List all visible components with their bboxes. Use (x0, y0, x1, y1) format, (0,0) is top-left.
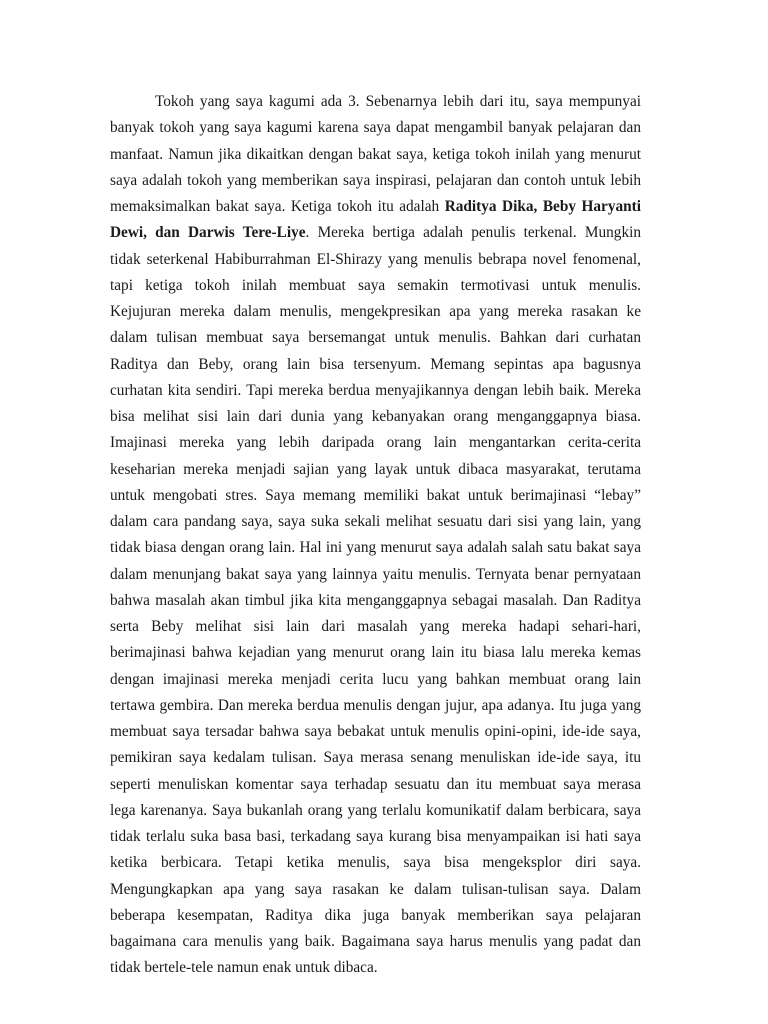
line-text: ketika berbicara. Tetapi ketika menulis, saya bisa mengeksplor diri saya. (110, 854, 641, 872)
line-text: bagaimana cara menulis yang baik. Bagaimana saya harus menulis yang padat dan (110, 933, 641, 950)
text-line (110, 535, 641, 561)
text-line (110, 352, 641, 378)
text-line (110, 588, 641, 614)
line-text: tidak seterkenal Habiburrahman El-Shirazy yang menulis bebrapa novel fenomenal, (110, 250, 641, 268)
text-line (110, 955, 641, 981)
line-text: Raditya dan Beby, orang lain bisa tersenyum. Memang sepintas apa bagusnya (110, 355, 641, 373)
line-text: curhatan kita sendiri. Tapi mereka berdua menyajikannya dengan lebih baik. Mereka (110, 381, 641, 399)
text-line (155, 89, 641, 115)
line-text: seperti menuliskan komentar saya terhadap sesuatu dan itu membuat saya merasa (110, 775, 641, 793)
line-text: untuk mengobati stres. Saya memang memiliki bakat untuk berimajinasi “lebay” (110, 486, 641, 504)
line-text: serta Beby melihat sisi lain dari masalah yang mereka hadapi sehari-hari, (110, 618, 641, 635)
line-text: banyak tokoh yang saya kagumi karena saya dapat mengambil banyak pelajaran dan (110, 119, 641, 137)
line-text: Mengungkapkan apa yang saya rasakan ke dalam tulisan-tulisan saya. Dalam (110, 880, 641, 898)
line-text: Imajinasi mereka yang lebih daripada orang lain mengantarkan cerita-cerita (110, 434, 641, 452)
text-line (110, 404, 641, 430)
line-text: dengan imajinasi mereka menjadi cerita lucu yang bahkan membuat orang lain (110, 670, 641, 688)
text-line (110, 719, 641, 745)
text-line (110, 220, 641, 246)
text-line (110, 378, 641, 404)
line-text: Kejujuran mereka dalam menulis, mengekpresikan apa yang mereka rasakan ke (110, 303, 641, 320)
text-line (110, 430, 641, 456)
line-text: manfaat. Namun jika dikaitkan dengan bakat saya, ketiga tokoh inilah yang menurut (110, 145, 641, 163)
text-line (110, 299, 641, 325)
line-text: membuat saya tersadar bahwa saya bebakat untuk menulis opini-opini, ide-ide saya, (110, 723, 641, 740)
text-line (110, 247, 641, 273)
text-line (110, 693, 641, 719)
line-text: bisa melihat sisi lain dari dunia yang kebanyakan orang menganggapnya biasa. (110, 408, 641, 425)
text-line (110, 273, 641, 299)
text-line (110, 903, 641, 929)
text-line (110, 115, 641, 141)
text-line (110, 614, 641, 640)
text-line (110, 325, 641, 351)
line-text: memaksimalkan bakat saya. Ketiga tokoh itu adalah (110, 198, 445, 215)
line-text: tapi ketiga tokoh inilah membuat saya semakin termotivasi untuk menulis. (110, 276, 641, 294)
line-text: bahwa masalah akan timbul jika kita menganggapnya sebagai masalah. Dan Raditya (110, 591, 641, 609)
line-text: saya adalah tokoh yang memberikan saya inspirasi, pelajaran dan contoh untuk lebih (110, 171, 641, 189)
text-line (110, 929, 641, 955)
text-line (110, 798, 641, 824)
line-text: . Mereka bertiga adalah penulis terkenal. Mungkin (305, 224, 641, 242)
text-line (110, 877, 641, 903)
line-text: tidak bertele-tele namun enak untuk dibaca. (110, 959, 378, 977)
text-line (110, 509, 641, 535)
text-line (110, 824, 641, 850)
line-text: dalam cara pandang saya, saya suka sekali melihat sesuatu dari sisi yang lain, yang (110, 513, 641, 530)
line-text: tidak biasa dengan orang lain. Hal ini yang menurut saya adalah salah satu bakat saya (110, 539, 641, 557)
bold-text: Dewi, dan Darwis Tere-Liye (110, 224, 306, 242)
line-text: lega karenanya. Saya bukanlah orang yang terlalu komunikatif dalam berbicara, saya (110, 801, 641, 819)
line-text: keseharian mereka menjadi sajian yang layak untuk dibaca masyarakat, terutama (110, 460, 641, 478)
text-line (110, 562, 641, 588)
text-line (110, 640, 641, 666)
text-line (110, 850, 641, 876)
line-text: Tokoh yang saya kagumi ada 3. Sebenarnya lebih dari itu, saya mempunyai (155, 93, 641, 110)
line-text: dalam tulisan membuat saya bersemangat untuk menulis. Bahkan dari curhatan (110, 329, 641, 347)
text-line (110, 457, 641, 483)
line-text: tidak terlalu suka basa basi, terkadang saya kurang bisa menyampaikan isi hati saya (110, 828, 641, 845)
text-line (110, 745, 641, 771)
text-line (110, 168, 641, 194)
line-text: dalam menunjang bakat saya yang lainnya yaitu menulis. Ternyata benar pernyataan (110, 565, 641, 583)
line-text: pemikiran saya kedalam tulisan. Saya merasa senang menuliskan ide-ide saya, itu (110, 749, 641, 767)
text-line (110, 667, 641, 693)
line-text: tertawa gembira. Dan mereka berdua menulis dengan jujur, apa adanya. Itu juga yang (110, 696, 641, 714)
text-line (110, 142, 641, 168)
line-text: beberapa kesempatan, Raditya dika juga banyak memberikan saya pelajaran (110, 906, 641, 924)
text-line (110, 483, 641, 509)
text-line (110, 194, 641, 220)
bold-text: Raditya Dika, Beby Haryanti (444, 198, 641, 215)
line-text: berimajinasi bahwa kejadian yang menurut orang lain itu biasa lalu mereka kemas (110, 644, 641, 662)
text-line (110, 772, 641, 798)
